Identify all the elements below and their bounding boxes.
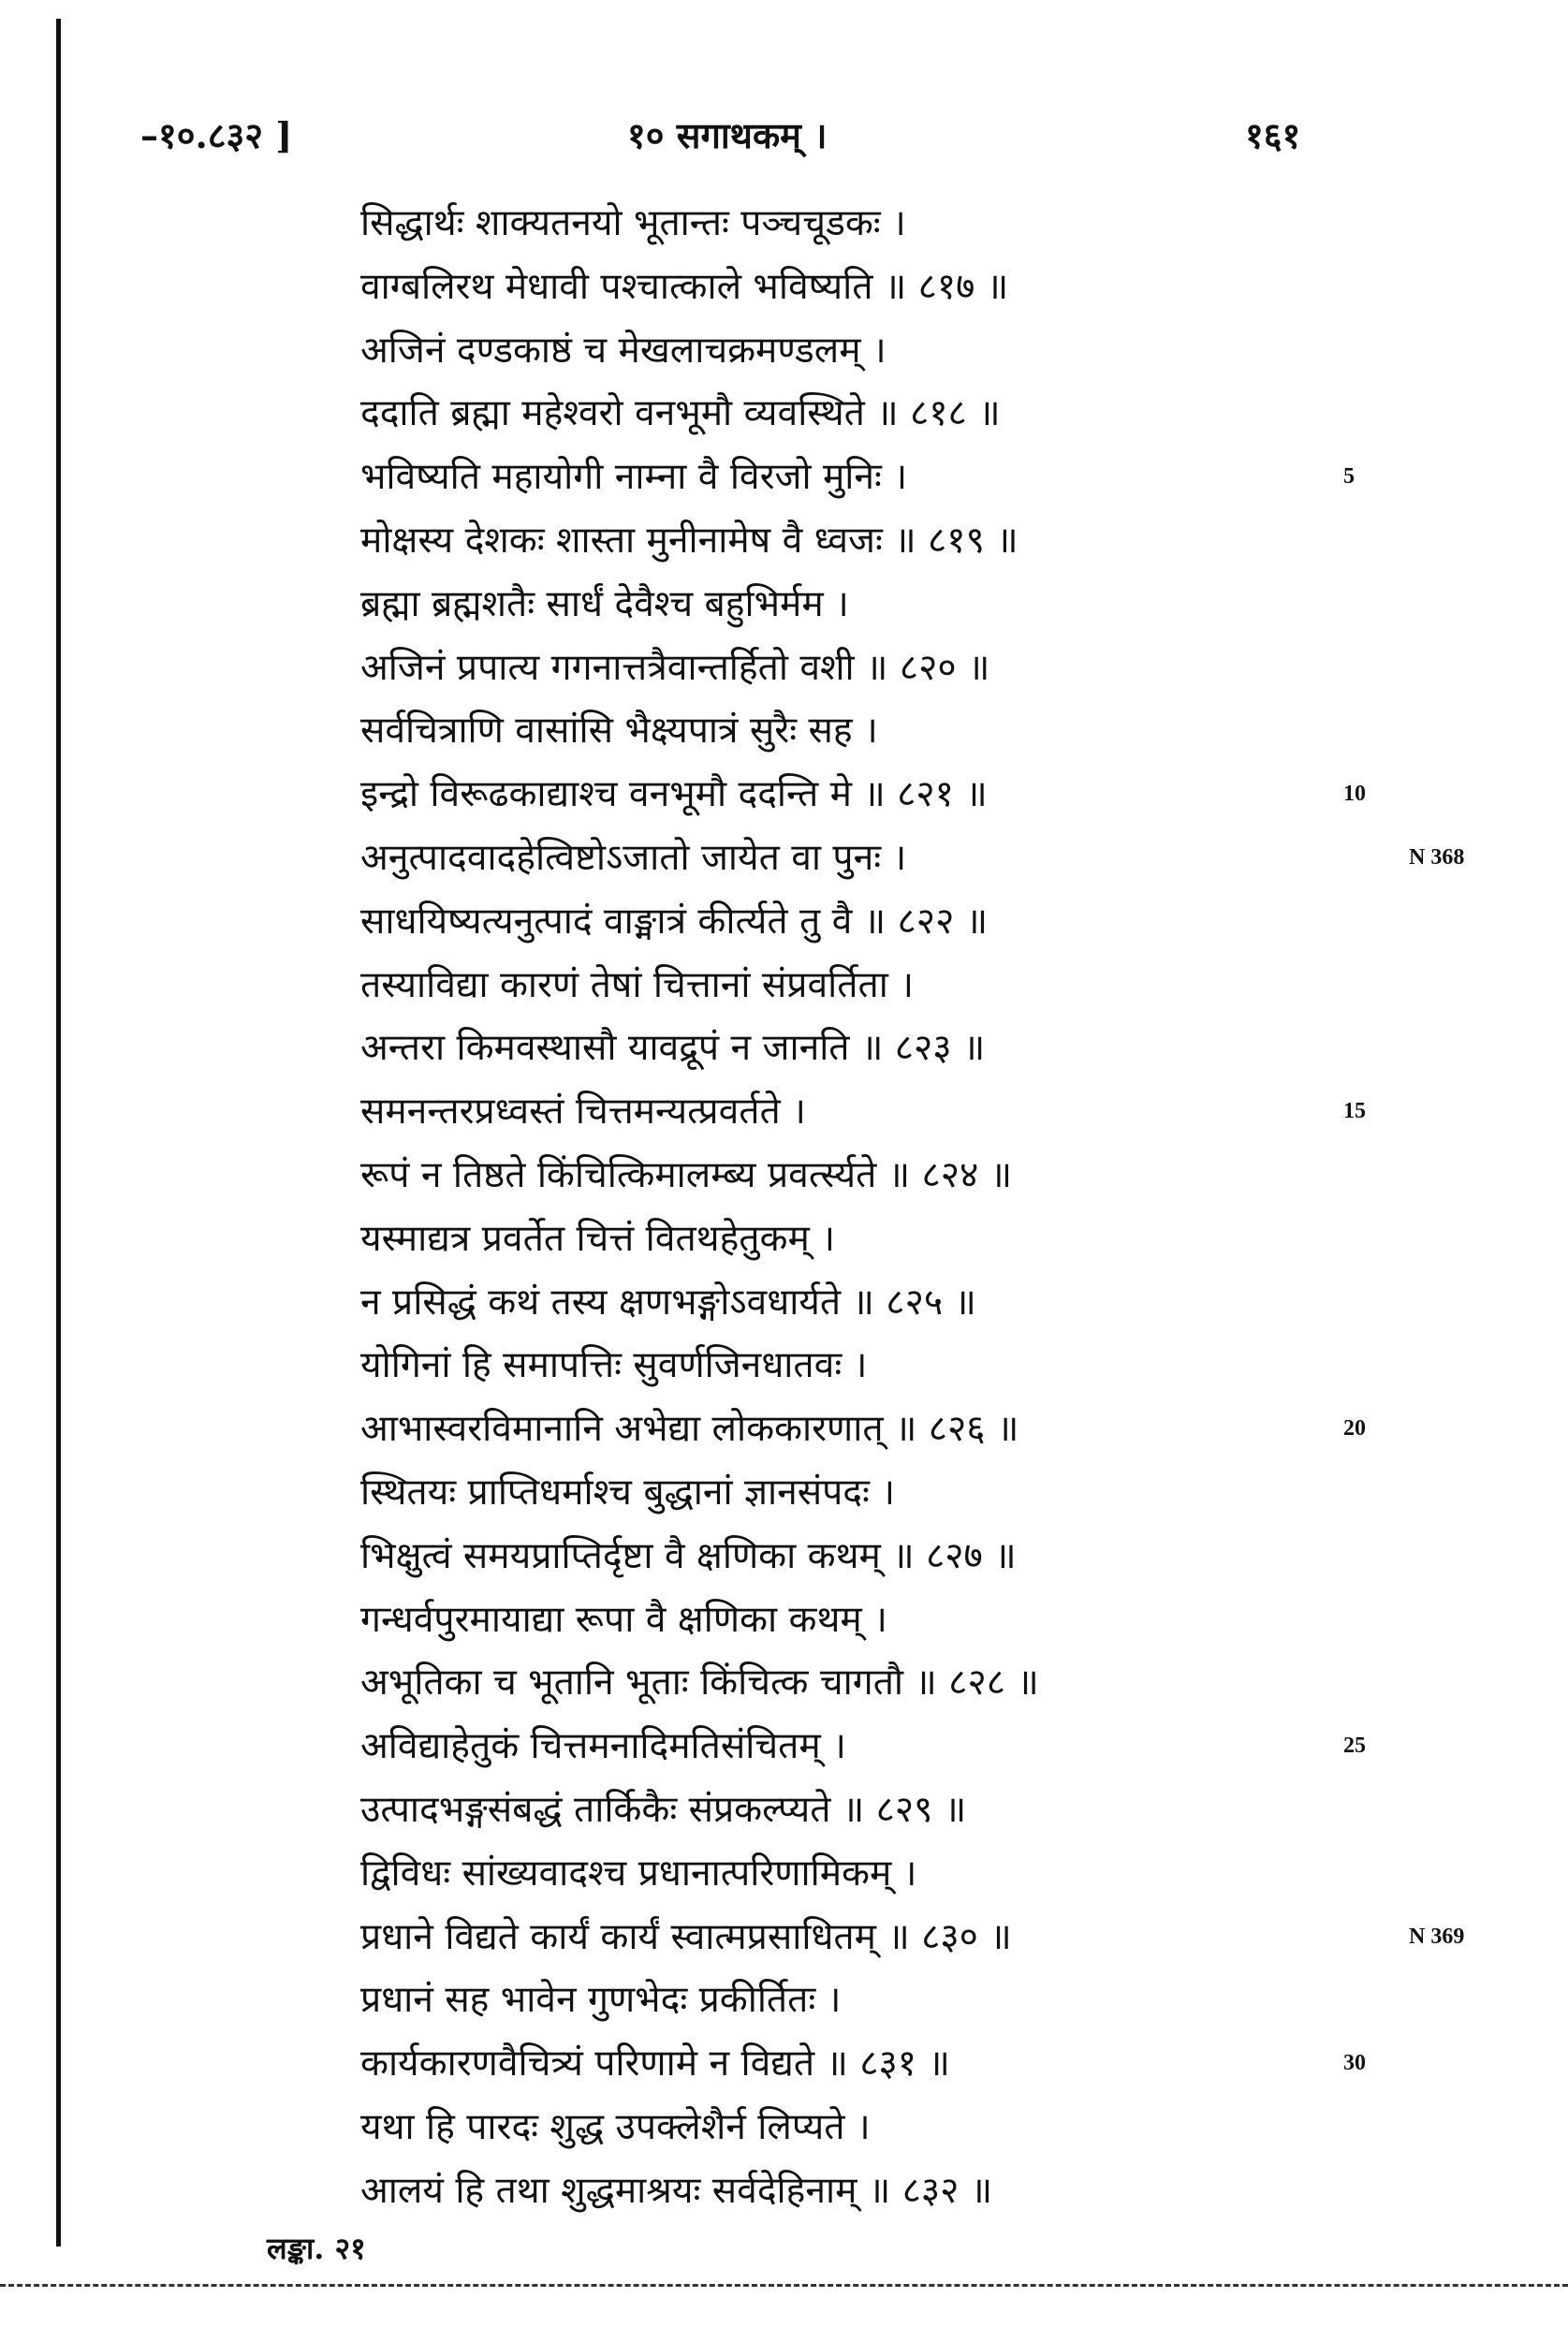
signature-mark: लङ्का. २१ — [267, 2231, 366, 2266]
page-number: १६१ — [1245, 114, 1301, 156]
verse-line — [360, 699, 1409, 763]
line-number: 10 — [1343, 782, 1366, 807]
verse-text: यस्माद्यत्र प्रवर्तेत चित्तं वितथहेतुकम् । — [360, 1217, 835, 1260]
verse-line — [360, 1715, 1409, 1778]
verse-line — [360, 573, 1409, 637]
verse-line — [360, 763, 1409, 827]
verse-text: इन्द्रो विरूढकाद्याश्च वनभूमौ ददन्ति मे ॥ ८२१ ॥ — [360, 773, 988, 816]
line-number: 5 — [1343, 464, 1355, 490]
verse-text: अजिनं प्रपात्य गगनात्तत्रैवान्तर्हितो वशी ॥ ८२० ॥ — [360, 646, 990, 689]
verse-line — [360, 890, 1409, 954]
verse-text: यथा हि पारदः शुद्ध उपक्लेशैर्न लिप्यते । — [360, 2105, 871, 2148]
bottom-rule — [0, 2284, 1568, 2287]
verse-line — [360, 637, 1409, 700]
verse-text: भविष्यति महायोगी नाम्ना वै विरजो मुनिः । — [360, 456, 908, 499]
verse-text: भिक्षुत्वं समयप्राप्तिर्दृष्टा वै क्षणिका कथम् ॥ ८२७ ॥ — [360, 1534, 1017, 1577]
verse-text: ब्रह्मा ब्रह्मशतैः सार्धं देवैश्च बहुभिर्मम । — [360, 582, 849, 625]
verse-text: आलयं हि तथा शुद्धमाश्रयः सर्वदेहिनाम् ॥ ८३२ ॥ — [360, 2169, 993, 2212]
verse-line — [360, 1461, 1409, 1525]
verse-line — [360, 1968, 1409, 2032]
verse-text: अभूतिका च भूतानि भूताः किंचित्क चागतौ ॥ ८२८ ॥ — [360, 1661, 1039, 1705]
verse-line — [360, 1906, 1465, 1969]
verse-text: स्थितयः प्राप्तिधर्माश्च बुद्धानां ज्ञानसंपदः । — [360, 1471, 896, 1514]
verse-line — [360, 319, 1409, 383]
line-number: 25 — [1343, 1734, 1366, 1759]
line-number: 20 — [1343, 1416, 1366, 1442]
verse-text: सर्वचित्राणि वासांसि भैक्ष्यपात्रं सुरैः सह । — [360, 710, 878, 753]
page-header — [0, 110, 1568, 167]
verse-line — [360, 1017, 1409, 1080]
verse-text: उत्पादभङ्गसंबद्धं तार्किकैः संप्रकल्प्यते ॥ ८२९ ॥ — [360, 1788, 967, 1831]
verse-text: अन्तरा किमवस्थासौ यावद्रूपं न जानति ॥ ८२३ ॥ — [360, 1027, 986, 1070]
verse-text: कार्यकारणवैचित्र्यं परिणामे न विद्यते ॥ ८३१ ॥ — [360, 2042, 950, 2086]
verse-text: प्रधाने विद्यते कार्यं कार्यं स्वात्मप्रसाधितम् ॥ ८३० ॥ — [360, 1915, 1012, 1958]
verse-text: आभास्वरविमानानि अभेद्या लोककारणात् ॥ ८२६ ॥ — [360, 1408, 1019, 1451]
verse-line — [360, 382, 1409, 446]
verse-line — [360, 1207, 1409, 1271]
verse-line — [360, 2159, 1409, 2223]
verse-line — [360, 1842, 1409, 1906]
verse-line — [360, 827, 1465, 890]
line-number: 15 — [1343, 1099, 1366, 1124]
chapter-title: १० सगाथकम् । — [627, 114, 828, 156]
verse-text: न प्रसिद्धं कथं तस्य क्षणभङ्गोऽवधार्यते ॥ ८२५ ॥ — [360, 1281, 976, 1324]
verse-line — [360, 192, 1409, 256]
verse-line — [360, 256, 1409, 319]
verse-line — [360, 509, 1409, 573]
verse-text: सिद्धार्थः शाक्यतनयो भूतान्तः पञ्चचूडकः । — [360, 202, 906, 244]
verse-line — [360, 1398, 1409, 1461]
verse-text: रूपं न तिष्ठते किंचित्किमालम्ब्य प्रवर्त्स्यते ॥ ८२४ ॥ — [360, 1153, 1013, 1196]
manuscript-reference: N 368 — [1409, 844, 1465, 870]
verse-text: वाग्बलिरथ मेधावी पश्चात्काले भविष्यति ॥ ८१७ ॥ — [360, 265, 1009, 308]
manuscript-reference: N 369 — [1409, 1924, 1465, 1949]
verse-line — [360, 1651, 1409, 1715]
verse-line — [360, 1080, 1409, 1144]
verse-text: योगिनां हि समापत्तिः सुवर्णजिनधातवः । — [360, 1344, 868, 1387]
left-margin-rule — [56, 19, 61, 2247]
verse-line — [360, 1334, 1409, 1398]
verse-text: ददाति ब्रह्मा महेश्वरो वनभूमौ व्यवस्थिते ॥ ८१८ ॥ — [360, 392, 1001, 435]
verse-line — [360, 446, 1409, 509]
verse-list — [360, 192, 1465, 2223]
verse-text: अनुत्पादवादहेत्विष्टोऽजातो जायेत वा पुनः । — [360, 836, 907, 879]
verse-text: मोक्षस्य देशकः शास्ता मुनीनामेष वै ध्वजः ॥ ८१९ ॥ — [360, 519, 1018, 562]
verse-text: गन्धर्वपुरमायाद्या रूपा वै क्षणिका कथम् । — [360, 1598, 887, 1641]
verse-text: द्विविधः सांख्यवादश्च प्रधानात्परिणामिकम् । — [360, 1851, 917, 1895]
verse-text: तस्याविद्या कारणं तेषां चित्तानां संप्रवर्तिता । — [360, 963, 914, 1006]
verse-line — [360, 1144, 1409, 1207]
verse-line — [360, 2096, 1409, 2159]
verse-line — [360, 1271, 1409, 1335]
verse-line — [360, 1778, 1409, 1842]
verse-range-label: –१०.८३२ ] — [140, 114, 293, 156]
verse-text: अजिनं दण्डकाष्ठं च मेखलाचक्रमण्डलम् । — [360, 329, 887, 372]
verse-line — [360, 954, 1409, 1017]
verse-text: समनन्तरप्रध्वस्तं चित्तमन्यत्प्रवर्तते । — [360, 1090, 806, 1134]
verse-text: प्रधानं सह भावेन गुणभेदः प्रकीर्तितः । — [360, 1979, 842, 2022]
line-number: 30 — [1343, 2051, 1366, 2076]
verse-line — [360, 1588, 1409, 1652]
verse-line — [360, 1525, 1409, 1588]
verse-text: साधयिष्यत्यनुत्पादं वाङ्मात्रं कीर्त्यते तु वै ॥ ८२२ ॥ — [360, 900, 989, 943]
verse-line — [360, 2032, 1409, 2096]
verse-text: अविद्याहेतुकं चित्तमनादिमतिसंचितम् । — [360, 1725, 846, 1768]
